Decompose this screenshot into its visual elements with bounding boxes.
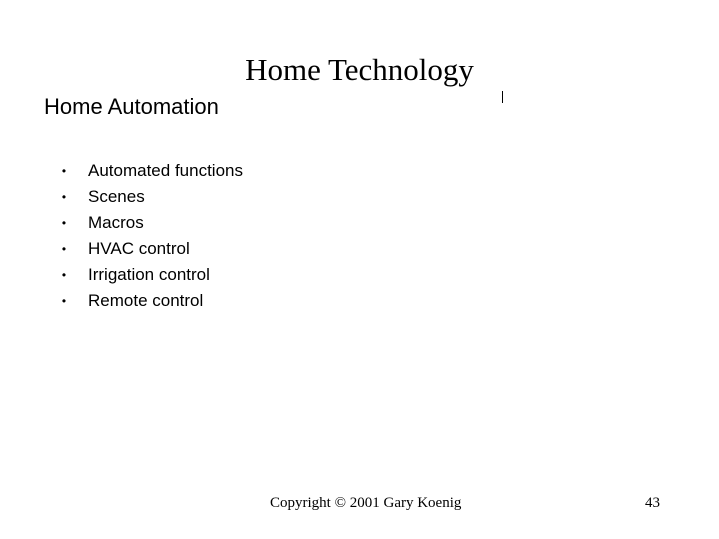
slide-subtitle: Home Automation	[44, 94, 219, 119]
bullet-text: Automated functions	[88, 161, 243, 180]
bullet-icon: •	[61, 268, 67, 282]
bullet-text: Macros	[88, 213, 144, 232]
bullet-icon: •	[61, 164, 67, 178]
slide-title: Home Technology	[245, 52, 474, 87]
bullet-icon: •	[61, 216, 67, 230]
bullet-icon: •	[61, 190, 67, 204]
bullet-text: Remote control	[88, 291, 204, 310]
bullet-icon: •	[61, 242, 67, 256]
text-cursor-mark	[502, 91, 503, 103]
bullet-text: Scenes	[88, 187, 145, 206]
bullet-icon: •	[61, 294, 67, 308]
bullet-text: HVAC control	[88, 239, 190, 258]
page-number: 43	[645, 495, 660, 511]
footer-copyright: Copyright © 2001 Gary Koenig	[270, 495, 462, 511]
bullet-text: Irrigation control	[88, 265, 210, 284]
